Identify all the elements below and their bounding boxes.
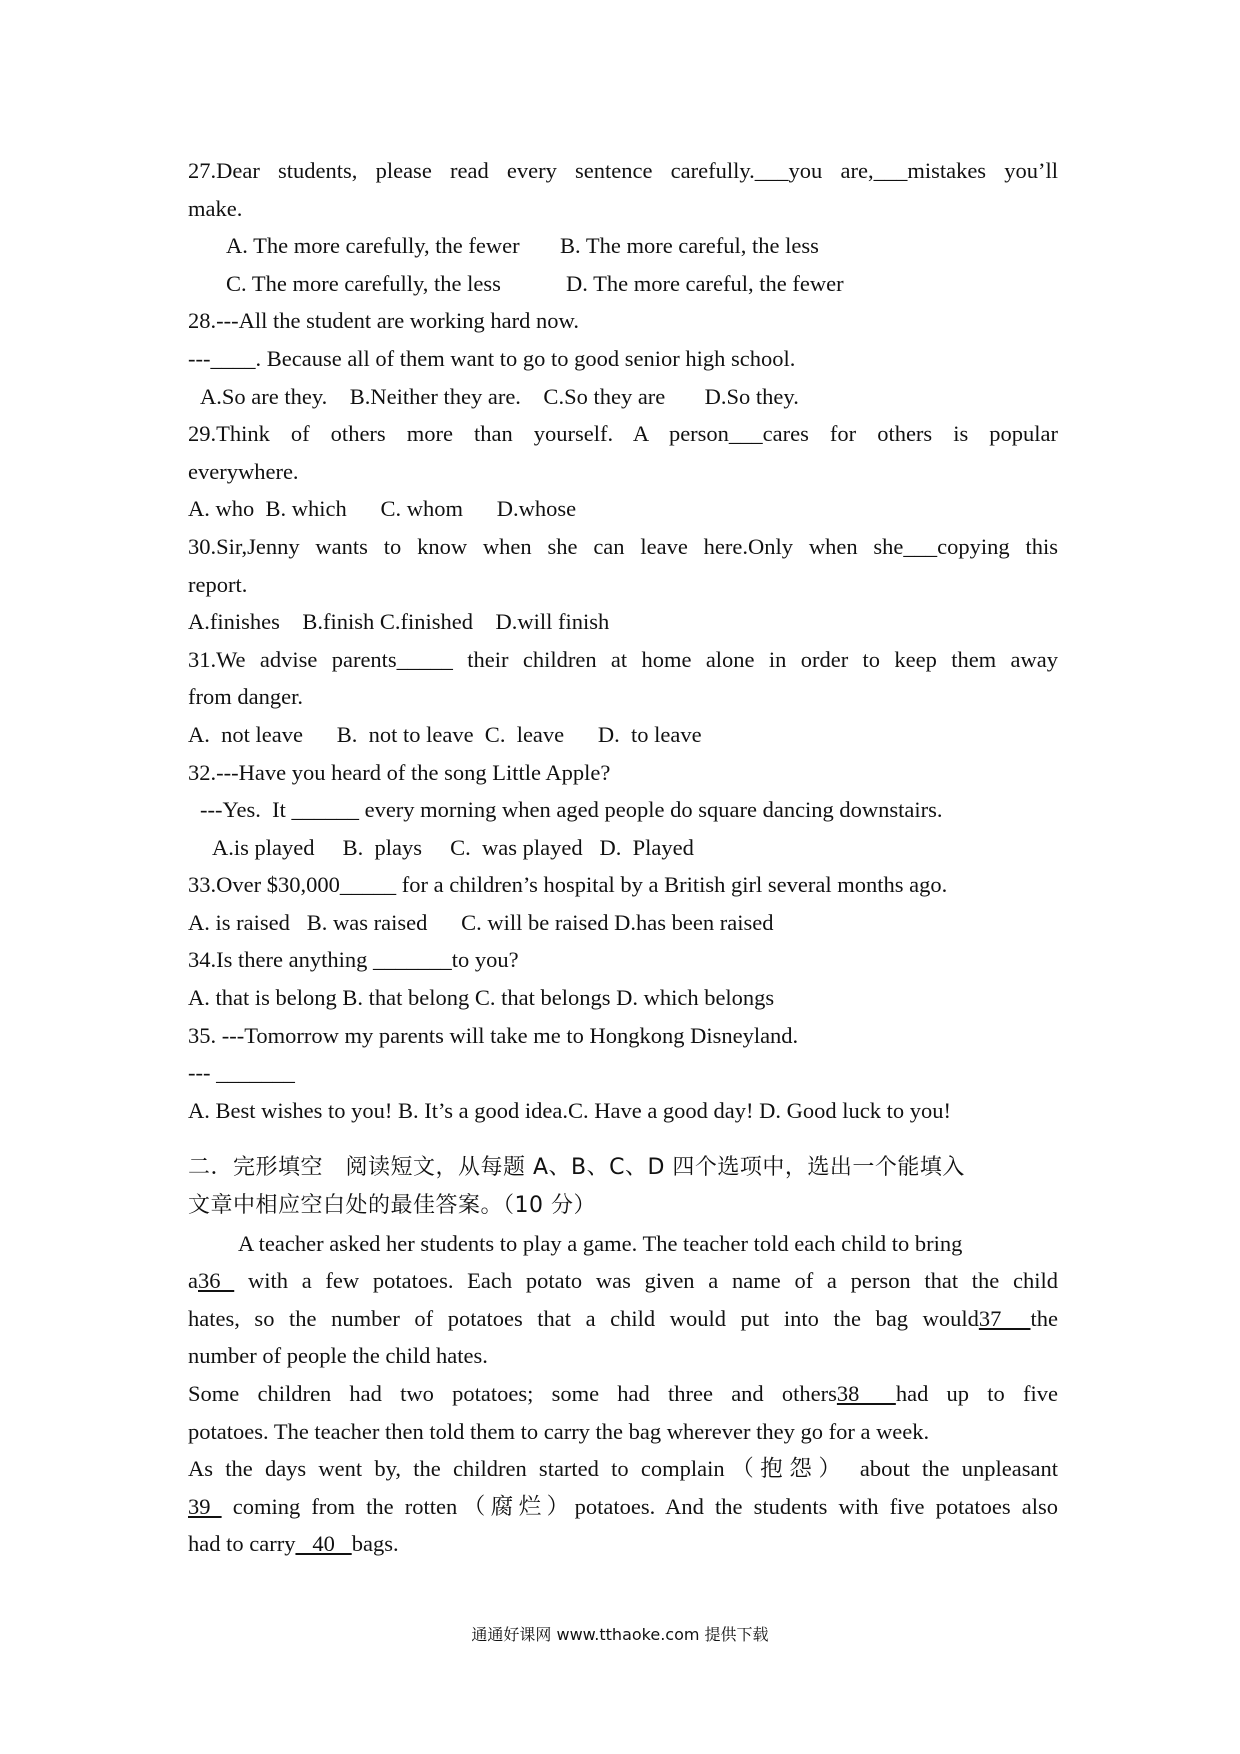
- blank-38: 38: [836, 1381, 896, 1406]
- q30-stem-line2: report.: [188, 571, 248, 597]
- q27-option-c: C. The more carefully, the less: [226, 270, 501, 296]
- q30-stem-line1: 30.Sir,Jenny wants to know when she can leave here.Only when she___copying this: [188, 533, 1058, 559]
- footer-text: 通通好课网 www.tthaoke.com 提供下载: [471, 1625, 769, 1644]
- q27-option-b: B. The more careful, the less: [560, 233, 819, 259]
- q33-options: A. is raised B. was raised C. will be raised D.has been raised: [188, 909, 774, 935]
- q29-stem-line2: everywhere.: [188, 458, 299, 484]
- passage-text: with a few potatoes. Each potato was given a name of a person that the child: [234, 1268, 1059, 1294]
- passage-text: Some children had two potatoes; some had three and others: [188, 1381, 837, 1406]
- passage-p1-line4: number of people the child hates.: [188, 1343, 488, 1369]
- passage-text: hates, so the number of potatoes that a child would put into the bag would: [188, 1305, 979, 1331]
- passage-text: the: [1030, 1305, 1058, 1331]
- page-footer: [0, 1622, 1240, 1645]
- passage-text: bags.: [351, 1531, 399, 1557]
- passage-p1-line3: [188, 1300, 1058, 1338]
- q28-stem-line2: ---____. Because all of them want to go to good senior high school.: [188, 345, 796, 371]
- section2-heading-line2: 文章中相应空白处的最佳答案。（10 分）: [188, 1193, 596, 1219]
- q30-options: A.finishes B.finish C.finished D.will finish: [188, 609, 610, 635]
- blank-36: 36: [198, 1268, 235, 1294]
- q29-stem-line1: 29.Think of others more than yourself. A person___cares for others is popular: [188, 421, 1058, 447]
- passage-p3-line2: [188, 1488, 1058, 1526]
- passage-p2-line2: potatoes. The teacher then told them to carry the bag wherever they go for a week.: [188, 1418, 930, 1444]
- passage-p3-line1: As the days went by, the children started to complain（抱怨） about the unpleasant: [188, 1456, 1058, 1482]
- q31-stem-line2: from danger.: [188, 684, 303, 710]
- q27-option-d: D. The more careful, the fewer: [566, 270, 844, 296]
- q27-stem-line2: make.: [188, 195, 243, 221]
- q27-option-a: A. The more carefully, the fewer: [226, 233, 520, 259]
- passage-p2-line1: [188, 1375, 1058, 1413]
- q27-options-row1: [188, 227, 1058, 265]
- q34-options: A. that is belong B. that belong C. that belongs D. which belongs: [188, 985, 775, 1011]
- q31-stem-line1: 31.We advise parents_____ their children at home alone in order to keep them away: [188, 646, 1058, 672]
- section2-heading-line1: 二．完形填空 阅读短文，从每题 A、B、C、D 四个选项中，选出一个能填入: [188, 1155, 965, 1181]
- q31-options: A. not leave B. not to leave C. leave D. to leave: [188, 721, 702, 747]
- q33-stem-line1: 33.Over $30,000_____ for a children’s hospital by a British girl several months ago.: [188, 872, 948, 898]
- passage-text: a: [188, 1268, 198, 1294]
- q29-options: A. who B. which C. whom D.whose: [188, 496, 577, 522]
- q32-stem-line2: ---Yes. It ______ every morning when aged people do square dancing downstairs.: [200, 797, 943, 823]
- section-spacer: [188, 1129, 1058, 1149]
- q28-stem-line1: 28.---All the student are working hard now.: [188, 308, 579, 334]
- q27-options-row2: [188, 265, 1058, 303]
- blank-37: 37: [978, 1305, 1031, 1331]
- q32-options: A.is played B. plays C. was played D. Played: [212, 834, 694, 860]
- passage-p3-line3: [188, 1525, 1058, 1563]
- q34-stem-line1: 34.Is there anything _______to you?: [188, 947, 519, 973]
- passage-text: had to carry: [188, 1531, 296, 1557]
- q32-stem-line1: 32.---Have you heard of the song Little Apple?: [188, 759, 611, 785]
- blank-39: 39: [188, 1493, 222, 1519]
- q35-stem-line2: --- _______: [188, 1060, 295, 1086]
- passage-p1-line1: A teacher asked her students to play a game. The teacher told each child to bring: [238, 1230, 963, 1256]
- q35-options: A. Best wishes to you! B. It’s a good idea.C. Have a good day! D. Good luck to you!: [188, 1097, 952, 1123]
- passage-p1-line2: [188, 1262, 1058, 1300]
- exam-page: [188, 152, 1058, 1563]
- passage-text: coming from the rotten（腐烂）potatoes. And the students with five potatoes also: [221, 1493, 1058, 1519]
- passage-text: had up to five: [895, 1381, 1058, 1406]
- blank-40: 40: [295, 1531, 352, 1557]
- q28-options: A.So are they. B.Neither they are. C.So they are D.So they.: [200, 383, 799, 409]
- q27-stem-line1: 27.Dear students, please read every sentence carefully.___you are,___mistakes you’ll: [188, 158, 1058, 183]
- q35-stem-line1: 35. ---Tomorrow my parents will take me to Hongkong Disneyland.: [188, 1022, 799, 1048]
